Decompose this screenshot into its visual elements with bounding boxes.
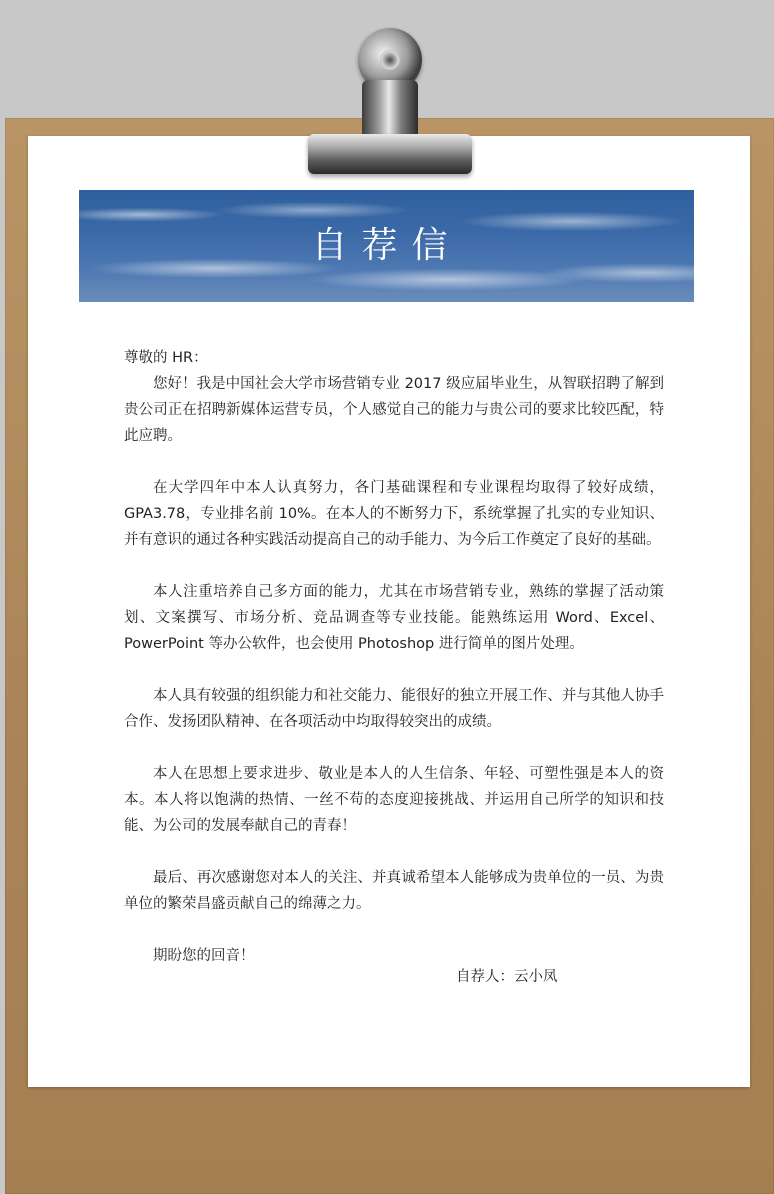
binder-clip-icon <box>300 22 480 182</box>
paragraph-teamwork: 本人具有较强的组织能力和社交能力、能很好的独立开展工作、并与其他人协手合作、发扬团队精神、在各项活动中均取得较突出的成绩。 <box>124 688 664 730</box>
document-title: 自荐信 <box>311 225 462 266</box>
header-banner <box>79 190 694 302</box>
greeting: 尊敬的 HR： <box>124 350 208 366</box>
clip-base <box>308 134 472 174</box>
signature: 自荐人：云小凤 <box>456 969 558 985</box>
paragraph-attitude: 本人在思想上要求进步、敬业是本人的人生信条、年轻、可塑性强是本人的资本。本人将以饱满的热情、一丝不苟的态度迎接挑战、并运用自己所学的知识和技能、为公司的发展奉献自己的青春！ <box>124 766 664 834</box>
paragraph-intro: 您好！我是中国社会大学市场营销专业 2017 级应届毕业生，从智联招聘了解到贵公司正在招聘新媒体运营专员，个人感觉自己的能力与贵公司的要求比较匹配，特此应聘。 <box>124 376 664 444</box>
paragraph-thanks: 最后、再次感谢您对本人的关注、并真诚希望本人能够成为贵单位的一员、为贵单位的繁荣昌盛贡献自己的绵薄之力。 <box>124 870 664 912</box>
paragraph-academics: 在大学四年中本人认真努力，各门基础课程和专业课程均取得了较好成绩，GPA3.78，专业排名前 10%。在本人的不断努力下，系统掌握了扎实的专业知识、并有意识的通过各种实践活动提高自己的动手能力、为今后工作奠定了良好的基础。 <box>124 480 664 548</box>
closing-line: 期盼您的回音！ <box>153 948 255 964</box>
letter-body <box>124 345 664 995</box>
paragraph-skills: 本人注重培养自己多方面的能力，尤其在市场营销专业，熟练的掌握了活动策划、文案撰写、市场分析、竞品调查等专业技能。能熟练运用 Word、Excel、PowerPoint 等办公软件，也会使用 Photoshop 进行简单的图片处理。 <box>124 584 664 652</box>
clip-ring-hole <box>380 50 400 70</box>
